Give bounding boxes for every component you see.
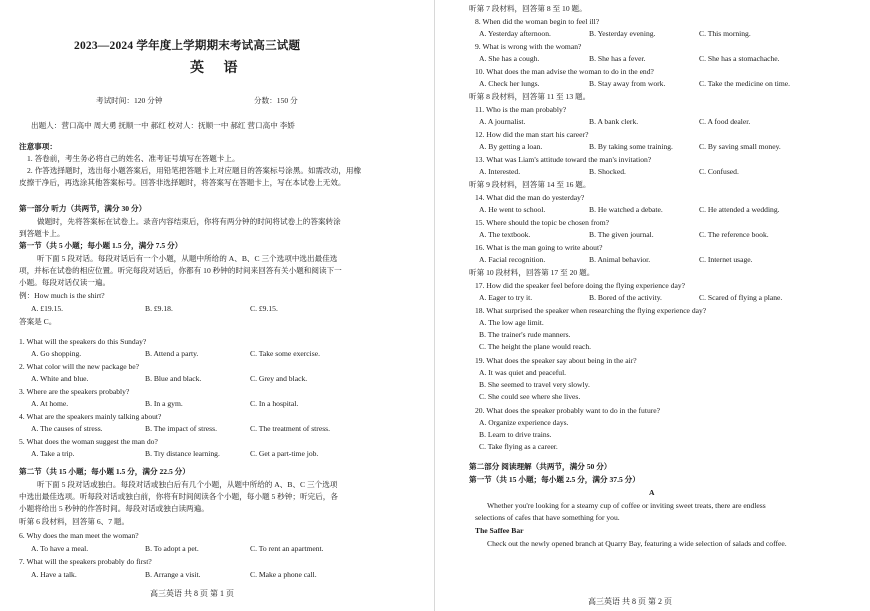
section1-instructions: 听下面 5 段对话。每段对话后有一个小题，从题中所给的 A、B、C 三个选项中选出最佳选 <box>37 254 338 263</box>
listening-text-9: 听第 9 段材料，回答第 14 至 16 题。 <box>469 180 591 189</box>
listening-text-10: 听第 10 段材料，回答第 17 至 20 题。 <box>469 268 595 277</box>
option-b: B. The impact of stress. <box>145 424 217 433</box>
option-c: C. Take the medicine on time. <box>699 79 791 88</box>
question: 17. How did the speaker feel before doing the flying experience day? <box>475 281 686 290</box>
option-b: B. In a gym. <box>145 399 183 408</box>
page-one <box>0 0 432 611</box>
passage-paragraph-cont: selections of cafes that have something for you. <box>475 513 620 522</box>
option-a: A. Take a trip. <box>31 449 75 458</box>
page-footer-right: 高三英语 共 8 页 第 2 页 <box>588 597 672 606</box>
option-c: C. The treatment of stress. <box>250 424 330 433</box>
option-c: C. By saving small money. <box>699 142 781 151</box>
option-c: C. Grey and black. <box>250 374 308 383</box>
question: 6. Why does the man meet the woman? <box>19 531 139 540</box>
note-2-cont: 皮擦干净后，再选涂其他答案标号。回答非选择题时，将答案写在答题卡上，写在本试卷上无效。 <box>19 178 346 187</box>
option-b: B. The trainer's rude manners. <box>479 330 571 339</box>
option-a: A. Have a talk. <box>31 570 77 579</box>
section2-instructions-3: 小题将给出 5 秒钟的作答时间。每段对话或独白读两遍。 <box>19 504 209 513</box>
option-c: C. A food dealer. <box>699 117 751 126</box>
exam-score: 分数：150 分 <box>254 96 298 105</box>
section2-instructions: 听下面 5 段对话或独白。每段对话或独白后有几个小题，从题中所给的 A、B、C 三个选项 <box>37 480 338 489</box>
example-option-a: A. £19.15. <box>31 304 64 313</box>
listening-text-8: 听第 8 段材料，回答第 11 至 13 题。 <box>469 92 591 101</box>
question: 12. How did the man start his career? <box>475 130 589 139</box>
option-b: B. A bank clerk. <box>589 117 639 126</box>
option-b: B. Attend a party. <box>145 349 199 358</box>
option-c: C. Get a part-time job. <box>250 449 319 458</box>
option-b: B. Yesterday evening. <box>589 29 656 38</box>
option-b: B. Animal behavior. <box>589 255 651 264</box>
option-a: A. White and blue. <box>31 374 89 383</box>
part2-heading: 第二部分 阅读理解（共两节，满分 50 分） <box>469 462 612 471</box>
question: 16. What is the man going to write about? <box>475 243 603 252</box>
example-option-b: B. £9.18. <box>145 304 173 313</box>
option-b: B. Learn to drive trains. <box>479 430 552 439</box>
part1-intro-cont: 到答题卡上。 <box>19 229 65 238</box>
question: 3. Where are the speakers probably? <box>19 387 130 396</box>
example-answer: 答案是 C。 <box>19 317 57 326</box>
option-c: C. In a hospital. <box>250 399 299 408</box>
question: 8. When did the woman begin to feel ill? <box>475 17 600 26</box>
exam-authors: 出题人：营口高中 周大勇 抚顺一中 郝红 校对人：抚顺一中 郝红 营口高中 李娇 <box>31 121 295 130</box>
option-b: B. He watched a debate. <box>589 205 663 214</box>
option-b: B. Arrange a visit. <box>145 570 201 579</box>
option-c: C. She has a stomachache. <box>699 54 780 63</box>
section1-instructions-2: 项，并标在试卷的相应位置。听完每段对话后，你都有 10 秒钟的时间来回答有关小题和阅读下一 <box>19 266 342 275</box>
question: 2. What color will the new package be? <box>19 362 140 371</box>
option-b: B. Blue and black. <box>145 374 202 383</box>
option-c: C. He attended a wedding. <box>699 205 780 214</box>
section2-heading: 第二节（共 15 小题；每小题 1.5 分，满分 22.5 分） <box>19 467 190 476</box>
note-1: 1. 答卷前，考生务必将自己的姓名、准考证号填写在答题卡上。 <box>27 154 240 163</box>
note-2: 2. 作答选择题时，选出每小题答案后，用铅笔把答题卡上对应题目的答案标号涂黑。如需改动，用橡 <box>27 166 362 175</box>
reading-section1-heading: 第一节（共 15 小题；每小题 2.5 分，满分 37.5 分） <box>469 475 640 484</box>
option-b: B. By taking some training. <box>589 142 673 151</box>
question: 11. Who is the man probably? <box>475 105 567 114</box>
option-c: C. The reference book. <box>699 230 769 239</box>
passage-label: A <box>649 488 655 497</box>
section1-instructions-3: 小题。每段对话仅读一遍。 <box>19 278 111 287</box>
option-c: C. Take some exercise. <box>250 349 320 358</box>
option-a: A. Interested. <box>479 167 521 176</box>
exam-title: 2023—2024 学年度上学期期末考试高三试题 <box>74 40 301 52</box>
option-a: A. The causes of stress. <box>31 424 103 433</box>
option-c: C. Take flying as a career. <box>479 442 558 451</box>
question: 20. What does the speaker probably want to do in the future? <box>475 406 661 415</box>
question: 15. Where should the topic be chosen from? <box>475 218 609 227</box>
notes-heading: 注意事项： <box>19 142 57 151</box>
option-c: C. Internet usage. <box>699 255 753 264</box>
question: 14. What did the man do yesterday? <box>475 193 585 202</box>
option-a: A. It was quiet and peaceful. <box>479 368 567 377</box>
question: 13. What was Liam's attitude toward the man's invitation? <box>475 155 652 164</box>
option-a: A. The textbook. <box>479 230 531 239</box>
option-b: B. Try distance learning. <box>145 449 220 458</box>
option-c: C. She could see where she lives. <box>479 392 581 401</box>
option-b: B. She has a fever. <box>589 54 646 63</box>
question: 4. What are the speakers mainly talking about? <box>19 412 162 421</box>
exam-time: 考试时间：120 分钟 <box>96 96 163 105</box>
question: 1. What will the speakers do this Sunday? <box>19 337 147 346</box>
section1-heading: 第一节（共 5 小题；每小题 1.5 分，满分 7.5 分） <box>19 241 183 250</box>
option-c: C. The height the plane would reach. <box>479 342 592 351</box>
cafe-name: The Saffee Bar <box>475 526 524 535</box>
option-b: B. To adopt a pet. <box>145 544 199 553</box>
option-b: B. Stay away from work. <box>589 79 666 88</box>
option-a: A. Go shopping. <box>31 349 82 358</box>
option-c: C. Confused. <box>699 167 739 176</box>
option-a: A. By getting a loan. <box>479 142 543 151</box>
part1-intro: 做题时，先将答案标在试卷上。录音内容结束后，你将有两分钟的时间将试卷上的答案转涂 <box>37 217 341 226</box>
option-a: A. To have a meal. <box>31 544 89 553</box>
question: 18. What surprised the speaker when researching the flying experience day? <box>475 306 707 315</box>
passage-paragraph: Whether you're looking for a steamy cup of coffee or inviting sweet treats, there are endless <box>487 501 766 510</box>
section2-instructions-2: 中选出最佳选项。听每段对话或独白前，你将有时间阅读各个小题，每小题 5 秒钟；听完后，各 <box>19 492 338 501</box>
option-b: B. The given journal. <box>589 230 654 239</box>
option-a: A. At home. <box>31 399 69 408</box>
option-a: A. Facial recognition. <box>479 255 546 264</box>
listening-text-6: 听第 6 段材料，回答第 6、7 题。 <box>19 517 130 526</box>
part1-heading: 第一部分 听力（共两节，满分 30 分） <box>19 204 147 213</box>
option-b: B. Bored of the activity. <box>589 293 662 302</box>
option-b: B. She seemed to travel very slowly. <box>479 380 590 389</box>
option-a: A. She has a cough. <box>479 54 540 63</box>
option-a: A. Eager to try it. <box>479 293 533 302</box>
option-a: A. He went to school. <box>479 205 546 214</box>
question: 19. What does the speaker say about being in the air? <box>475 356 637 365</box>
example-question: 例：How much is the shirt? <box>19 291 105 300</box>
question: 9. What is wrong with the woman? <box>475 42 582 51</box>
option-a: A. A journalist. <box>479 117 526 126</box>
page-footer-left: 高三英语 共 8 页 第 1 页 <box>150 589 234 598</box>
option-b: B. Shocked. <box>589 167 626 176</box>
cafe-description: Check out the newly opened branch at Quarry Bay, featuring a wide selection of salads and coffee. <box>487 539 787 548</box>
question: 7. What will the speakers probably do first? <box>19 557 152 566</box>
option-c: C. This morning. <box>699 29 751 38</box>
option-c: C. Make a phone call. <box>250 570 317 579</box>
option-a: A. The low age limit. <box>479 318 544 327</box>
option-c: C. Scared of flying a plane. <box>699 293 783 302</box>
subject-title: 英 语 <box>190 61 246 76</box>
option-a: A. Organize experience days. <box>479 418 569 427</box>
question: 10. What does the man advise the woman to do in the end? <box>475 67 654 76</box>
option-a: A. Yesterday afternoon. <box>479 29 551 38</box>
option-c: C. To rent an apartment. <box>250 544 324 553</box>
example-option-c: C. £9.15. <box>250 304 278 313</box>
listening-text-7: 听第 7 段材料，回答第 8 至 10 题。 <box>469 4 587 13</box>
option-a: A. Check her lungs. <box>479 79 540 88</box>
question: 5. What does the woman suggest the man do? <box>19 437 158 446</box>
page-two <box>438 0 870 611</box>
page-divider <box>434 0 435 611</box>
